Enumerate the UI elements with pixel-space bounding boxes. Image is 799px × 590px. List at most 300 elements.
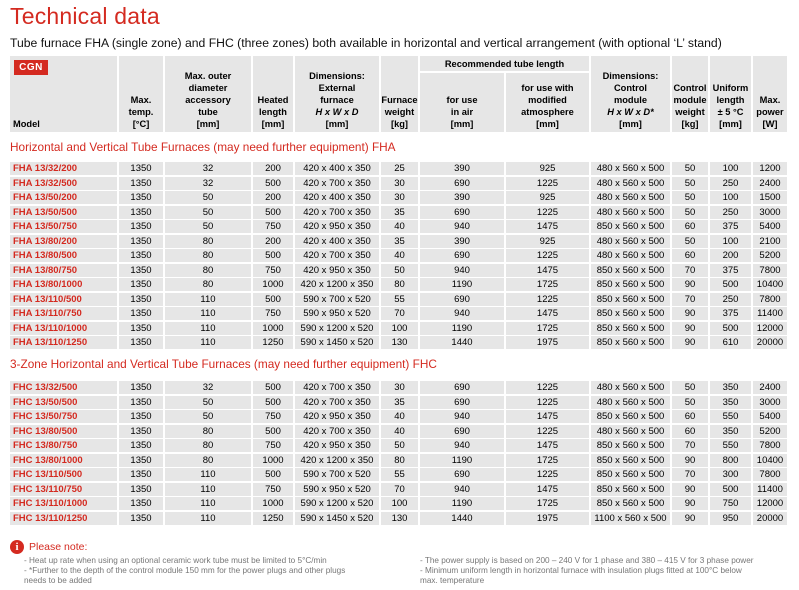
- cell-tube-length-air: 390: [420, 162, 504, 175]
- cell-external-dimensions: 420 x 950 x 350: [295, 439, 379, 452]
- cell-max-temp: 1350: [119, 206, 163, 219]
- cell-furnace-weight: 35: [381, 396, 418, 409]
- header-line: [mm]: [619, 119, 642, 129]
- header-line: Heated: [257, 95, 289, 105]
- cell-control-dimensions: 850 x 560 x 500: [591, 220, 670, 233]
- cell-heated-length: 750: [253, 410, 293, 423]
- cell-max-temp: 1350: [119, 220, 163, 233]
- notes-heading: [10, 540, 87, 554]
- cell-max-power: 7800: [753, 264, 787, 277]
- cell-heated-length: 500: [253, 425, 293, 438]
- cell-tube-length-atmosphere: 1225: [506, 206, 589, 219]
- header-line: power: [756, 107, 784, 117]
- header-external-dimensions: [295, 56, 379, 132]
- cell-heated-length: 1250: [253, 336, 293, 349]
- cell-max-temp: 1350: [119, 497, 163, 510]
- cell-external-dimensions: 590 x 950 x 520: [295, 483, 379, 496]
- note-left-2: - *Further to the depth of the control module 150 mm for the power plugs and other plugs: [24, 566, 346, 575]
- cell-model: FHA 13/80/200: [10, 235, 117, 248]
- cell-external-dimensions: 420 x 1200 x 350: [295, 278, 379, 291]
- header-uniform-length: [710, 56, 751, 132]
- cell-tube-diameter: 50: [165, 410, 251, 423]
- cell-control-weight: 50: [672, 381, 708, 394]
- cell-max-power: 10400: [753, 454, 787, 467]
- cell-uniform-length: 950: [710, 512, 751, 525]
- cell-external-dimensions: 590 x 1450 x 520: [295, 512, 379, 525]
- header-line: module: [673, 95, 707, 105]
- header-control-dimensions: [591, 56, 670, 132]
- cell-heated-length: 200: [253, 191, 293, 204]
- note-left-1: - Heat up rate when using an optional ceramic work tube must be limited to 5°C/min: [24, 556, 327, 565]
- cell-max-temp: 1350: [119, 264, 163, 277]
- cell-control-dimensions: 850 x 560 x 500: [591, 468, 670, 481]
- header-max-power: [753, 56, 787, 132]
- header-line: atmosphere: [521, 107, 574, 117]
- header-line: temp.: [128, 107, 154, 117]
- cell-furnace-weight: 70: [381, 483, 418, 496]
- header-heated-length: [253, 56, 293, 132]
- cell-tube-diameter: 50: [165, 220, 251, 233]
- header-line: Dimensions:: [309, 71, 365, 81]
- cell-model: FHA 13/110/1250: [10, 336, 117, 349]
- cell-max-temp: 1350: [119, 454, 163, 467]
- header-tube-length-atmosphere: [506, 73, 589, 132]
- table-row: [10, 439, 781, 452]
- cell-max-power: 3000: [753, 206, 787, 219]
- cell-model: FHA 13/50/750: [10, 220, 117, 233]
- cell-tube-diameter: 32: [165, 177, 251, 190]
- cell-tube-diameter: 80: [165, 425, 251, 438]
- cell-tube-length-atmosphere: 1225: [506, 177, 589, 190]
- cell-external-dimensions: 420 x 700 x 350: [295, 425, 379, 438]
- cell-tube-diameter: 32: [165, 381, 251, 394]
- cell-tube-diameter: 80: [165, 249, 251, 262]
- cell-control-dimensions: 1100 x 560 x 500: [591, 512, 670, 525]
- header-line: [kg]: [390, 119, 409, 129]
- header-line: modified: [528, 95, 567, 105]
- info-icon: i: [10, 540, 24, 554]
- cell-model: FHA 13/80/500: [10, 249, 117, 262]
- cell-max-temp: 1350: [119, 381, 163, 394]
- note-right-3: max. temperature: [420, 576, 485, 585]
- header-line: [mm]: [450, 119, 474, 129]
- table-header: [10, 56, 784, 132]
- cell-control-dimensions: 480 x 560 x 500: [591, 206, 670, 219]
- cell-control-dimensions: 850 x 560 x 500: [591, 483, 670, 496]
- header-line: Control: [673, 83, 707, 93]
- header-line: ± 5 °C: [717, 107, 744, 117]
- cell-furnace-weight: 40: [381, 249, 418, 262]
- cell-control-weight: 90: [672, 278, 708, 291]
- cell-tube-length-air: 940: [420, 439, 504, 452]
- cell-max-power: 1500: [753, 191, 787, 204]
- cell-heated-length: 500: [253, 249, 293, 262]
- cell-furnace-weight: 100: [381, 322, 418, 335]
- cell-furnace-weight: 30: [381, 191, 418, 204]
- table-row: [10, 336, 784, 349]
- header-line: Max. outer: [184, 71, 232, 81]
- cell-control-weight: 90: [672, 322, 708, 335]
- group-header-tube-length: Recommended tube length: [420, 56, 589, 71]
- cell-max-temp: 1350: [119, 293, 163, 306]
- header-line: External: [318, 83, 356, 93]
- table-row: [10, 381, 781, 394]
- cell-control-dimensions: 480 x 560 x 500: [591, 396, 670, 409]
- cell-tube-diameter: 50: [165, 206, 251, 219]
- cell-control-weight: 50: [672, 396, 708, 409]
- header-line: [mm]: [325, 119, 349, 129]
- table-row: [10, 512, 784, 525]
- header-tube-diameter: [165, 56, 251, 132]
- cell-tube-length-atmosphere: 1225: [506, 396, 589, 409]
- cell-tube-length-air: 690: [420, 468, 504, 481]
- cell-max-power: 11400: [753, 307, 787, 320]
- cell-tube-diameter: 110: [165, 483, 251, 496]
- cell-uniform-length: 100: [710, 191, 751, 204]
- cell-furnace-weight: 80: [381, 278, 418, 291]
- cell-tube-length-air: 1190: [420, 497, 504, 510]
- cell-max-power: 12000: [753, 497, 787, 510]
- header-line: H x W x D*: [607, 107, 654, 117]
- cell-heated-length: 500: [253, 396, 293, 409]
- cell-tube-length-air: 690: [420, 425, 504, 438]
- cell-model: FHC 13/110/750: [10, 483, 117, 496]
- cell-model: FHA 13/110/750: [10, 307, 117, 320]
- cell-heated-length: 1000: [253, 454, 293, 467]
- cell-tube-length-atmosphere: 1725: [506, 497, 589, 510]
- cgn-logo: CGN: [14, 60, 48, 75]
- cell-model: FHA 13/50/500: [10, 206, 117, 219]
- cell-control-dimensions: 480 x 560 x 500: [591, 425, 670, 438]
- cell-uniform-length: 550: [710, 439, 751, 452]
- cell-uniform-length: 500: [710, 278, 751, 291]
- cell-uniform-length: 250: [710, 206, 751, 219]
- table-row: [10, 468, 781, 481]
- header-line: Dimensions:: [602, 71, 659, 81]
- cell-external-dimensions: 590 x 700 x 520: [295, 293, 379, 306]
- cell-max-temp: 1350: [119, 483, 163, 496]
- cell-model: FHA 13/50/200: [10, 191, 117, 204]
- cell-max-temp: 1350: [119, 235, 163, 248]
- header-line: diameter: [188, 83, 228, 93]
- header-line: [kg]: [681, 119, 699, 129]
- header-line: [mm]: [261, 119, 285, 129]
- cell-control-weight: 90: [672, 336, 708, 349]
- cell-heated-length: 1250: [253, 512, 293, 525]
- cell-heated-length: 500: [253, 293, 293, 306]
- table-row: [10, 293, 781, 306]
- note-left-3: needs to be added: [24, 576, 92, 585]
- section-title: 3-Zone Horizontal and Vertical Tube Furnaces (may need further equipment) FHC: [10, 357, 437, 371]
- cell-furnace-weight: 40: [381, 425, 418, 438]
- cell-uniform-length: 200: [710, 249, 751, 262]
- cell-control-weight: 50: [672, 235, 708, 248]
- table-row: [10, 162, 781, 175]
- cell-tube-length-air: 1440: [420, 512, 504, 525]
- cell-control-weight: 50: [672, 162, 708, 175]
- cell-control-dimensions: 480 x 560 x 500: [591, 191, 670, 204]
- header-line: Max.: [759, 95, 781, 105]
- cell-max-power: 2400: [753, 177, 787, 190]
- cell-control-dimensions: 850 x 560 x 500: [591, 410, 670, 423]
- cell-tube-diameter: 80: [165, 264, 251, 277]
- cell-external-dimensions: 420 x 700 x 350: [295, 381, 379, 394]
- cell-uniform-length: 375: [710, 307, 751, 320]
- cell-max-power: 1200: [753, 162, 787, 175]
- header-line: length: [716, 95, 745, 105]
- cell-tube-length-air: 690: [420, 249, 504, 262]
- cell-max-power: 7800: [753, 468, 787, 481]
- table-row: [10, 235, 781, 248]
- header-line: furnace: [320, 95, 354, 105]
- cell-tube-length-air: 940: [420, 410, 504, 423]
- cell-control-dimensions: 850 x 560 x 500: [591, 278, 670, 291]
- cell-control-dimensions: 850 x 560 x 500: [591, 307, 670, 320]
- cell-furnace-weight: 50: [381, 439, 418, 452]
- cell-model: FHA 13/32/200: [10, 162, 117, 175]
- cell-tube-length-atmosphere: 1225: [506, 381, 589, 394]
- cell-control-dimensions: 850 x 560 x 500: [591, 439, 670, 452]
- table-row: [10, 249, 781, 262]
- cell-external-dimensions: 590 x 700 x 520: [295, 468, 379, 481]
- cell-tube-length-air: 690: [420, 206, 504, 219]
- cell-tube-diameter: 80: [165, 454, 251, 467]
- cell-tube-length-atmosphere: 1725: [506, 322, 589, 335]
- cell-tube-length-atmosphere: 1975: [506, 512, 589, 525]
- cell-heated-length: 200: [253, 235, 293, 248]
- header-line: module: [613, 95, 648, 105]
- cell-max-temp: 1350: [119, 512, 163, 525]
- cell-tube-diameter: 32: [165, 162, 251, 175]
- cell-furnace-weight: 50: [381, 264, 418, 277]
- cell-max-power: 20000: [753, 336, 787, 349]
- cell-furnace-weight: 35: [381, 235, 418, 248]
- cell-max-temp: 1350: [119, 322, 163, 335]
- header-line: [mm]: [196, 119, 220, 129]
- note-right-1: - The power supply is based on 200 – 240 V for 1 phase and 380 – 415 V for 3 phase power: [420, 556, 754, 565]
- header-line: [W]: [762, 119, 778, 129]
- cell-control-weight: 60: [672, 425, 708, 438]
- cell-external-dimensions: 420 x 950 x 350: [295, 410, 379, 423]
- header-line: Max.: [130, 95, 152, 105]
- cell-uniform-length: 500: [710, 322, 751, 335]
- cell-tube-length-air: 1190: [420, 278, 504, 291]
- cell-model: FHC 13/50/500: [10, 396, 117, 409]
- cell-tube-length-air: 390: [420, 191, 504, 204]
- cell-external-dimensions: 420 x 400 x 350: [295, 235, 379, 248]
- cell-control-weight: 70: [672, 264, 708, 277]
- cell-uniform-length: 100: [710, 162, 751, 175]
- cell-external-dimensions: 420 x 950 x 350: [295, 220, 379, 233]
- cell-model: FHC 13/50/750: [10, 410, 117, 423]
- cell-uniform-length: 750: [710, 497, 751, 510]
- note-right-2: - Minimum uniform length in horizontal furnace with insulation plugs fitted at 100°C below: [420, 566, 742, 575]
- cell-max-temp: 1350: [119, 162, 163, 175]
- cell-furnace-weight: 55: [381, 293, 418, 306]
- cell-tube-length-air: 690: [420, 396, 504, 409]
- header-line: for use: [446, 95, 478, 105]
- cell-tube-length-air: 940: [420, 264, 504, 277]
- cell-uniform-length: 350: [710, 396, 751, 409]
- cell-max-temp: 1350: [119, 278, 163, 291]
- cell-tube-diameter: 50: [165, 396, 251, 409]
- cell-max-power: 10400: [753, 278, 787, 291]
- cell-tube-length-atmosphere: 1725: [506, 454, 589, 467]
- cell-uniform-length: 375: [710, 220, 751, 233]
- cell-external-dimensions: 590 x 1450 x 520: [295, 336, 379, 349]
- header-line: weight: [675, 107, 705, 117]
- header-line: Uniform: [712, 83, 749, 93]
- cell-max-power: 5200: [753, 249, 787, 262]
- cell-tube-diameter: 110: [165, 468, 251, 481]
- cell-furnace-weight: 130: [381, 336, 418, 349]
- cell-model: FHC 13/80/500: [10, 425, 117, 438]
- header-line: H x W x D: [315, 107, 359, 117]
- cell-tube-length-atmosphere: 1475: [506, 220, 589, 233]
- table-row: [10, 425, 781, 438]
- cell-max-temp: 1350: [119, 177, 163, 190]
- table-row: [10, 483, 783, 496]
- cell-max-power: 2400: [753, 381, 787, 394]
- cell-external-dimensions: 420 x 1200 x 350: [295, 454, 379, 467]
- header-line: [mm]: [719, 119, 742, 129]
- cell-max-power: 7800: [753, 293, 787, 306]
- cell-tube-length-atmosphere: 925: [506, 235, 589, 248]
- cell-tube-diameter: 110: [165, 512, 251, 525]
- table-row: [10, 177, 781, 190]
- cell-furnace-weight: 130: [381, 512, 418, 525]
- cell-control-dimensions: 850 x 560 x 500: [591, 322, 670, 335]
- cell-model: FHC 13/110/1250: [10, 512, 117, 525]
- cell-uniform-length: 500: [710, 483, 751, 496]
- header-line: [°C]: [132, 119, 150, 129]
- cell-max-power: 5400: [753, 410, 787, 423]
- cell-model: FHC 13/80/1000: [10, 454, 117, 467]
- cell-heated-length: 200: [253, 162, 293, 175]
- cell-furnace-weight: 35: [381, 206, 418, 219]
- page-title: Technical data: [10, 3, 160, 29]
- cell-max-power: 5200: [753, 425, 787, 438]
- cell-heated-length: 750: [253, 307, 293, 320]
- cell-model: FHA 13/32/500: [10, 177, 117, 190]
- cell-furnace-weight: 30: [381, 381, 418, 394]
- cell-tube-length-atmosphere: 1475: [506, 439, 589, 452]
- table-row: [10, 220, 781, 233]
- table-row: [10, 396, 781, 409]
- cell-tube-length-air: 1190: [420, 322, 504, 335]
- cell-heated-length: 500: [253, 177, 293, 190]
- cell-max-power: 3000: [753, 396, 787, 409]
- table-row: [10, 307, 783, 320]
- cell-tube-length-atmosphere: 1225: [506, 468, 589, 481]
- cell-tube-length-atmosphere: 925: [506, 162, 589, 175]
- cell-tube-length-atmosphere: 1475: [506, 483, 589, 496]
- cell-external-dimensions: 590 x 1200 x 520: [295, 322, 379, 335]
- cell-external-dimensions: 420 x 700 x 350: [295, 177, 379, 190]
- cell-uniform-length: 250: [710, 293, 751, 306]
- header-line: tube: [198, 107, 218, 117]
- table-row: [10, 206, 781, 219]
- cell-max-power: 11400: [753, 483, 787, 496]
- cell-heated-length: 500: [253, 468, 293, 481]
- cell-furnace-weight: 40: [381, 410, 418, 423]
- cell-control-weight: 90: [672, 483, 708, 496]
- cell-heated-length: 1000: [253, 322, 293, 335]
- header-line: weight: [384, 107, 415, 117]
- cell-control-dimensions: 850 x 560 x 500: [591, 497, 670, 510]
- cell-uniform-length: 250: [710, 177, 751, 190]
- header-line: Model: [13, 119, 40, 129]
- cell-control-weight: 90: [672, 454, 708, 467]
- cell-control-weight: 60: [672, 220, 708, 233]
- cell-tube-length-atmosphere: 1475: [506, 307, 589, 320]
- cell-external-dimensions: 590 x 950 x 520: [295, 307, 379, 320]
- header-line: for use with: [521, 83, 574, 93]
- cell-model: FHA 13/110/500: [10, 293, 117, 306]
- cell-uniform-length: 375: [710, 264, 751, 277]
- cell-max-temp: 1350: [119, 336, 163, 349]
- cell-control-weight: 60: [672, 249, 708, 262]
- cell-tube-diameter: 80: [165, 439, 251, 452]
- cell-tube-length-atmosphere: 1225: [506, 293, 589, 306]
- cell-control-weight: 50: [672, 191, 708, 204]
- cell-external-dimensions: 420 x 400 x 350: [295, 162, 379, 175]
- cell-max-power: 5400: [753, 220, 787, 233]
- cell-tube-length-atmosphere: 1475: [506, 264, 589, 277]
- cell-max-power: 2100: [753, 235, 787, 248]
- table-row: [10, 322, 784, 335]
- table-row: [10, 410, 781, 423]
- cell-uniform-length: 350: [710, 425, 751, 438]
- cell-heated-length: 500: [253, 381, 293, 394]
- cell-max-temp: 1350: [119, 249, 163, 262]
- cell-control-weight: 90: [672, 512, 708, 525]
- cell-heated-length: 750: [253, 483, 293, 496]
- cell-uniform-length: 300: [710, 468, 751, 481]
- cell-control-dimensions: 480 x 560 x 500: [591, 162, 670, 175]
- cell-tube-length-air: 940: [420, 307, 504, 320]
- cell-tube-length-atmosphere: 1225: [506, 425, 589, 438]
- cell-tube-length-atmosphere: 1475: [506, 410, 589, 423]
- header-control-weight: [672, 56, 708, 132]
- cell-heated-length: 750: [253, 264, 293, 277]
- section-title: Horizontal and Vertical Tube Furnaces (may need further equipment) FHA: [10, 140, 396, 154]
- cell-control-weight: 90: [672, 307, 708, 320]
- cell-max-temp: 1350: [119, 410, 163, 423]
- cell-model: FHC 13/80/750: [10, 439, 117, 452]
- cell-model: FHA 13/80/750: [10, 264, 117, 277]
- cell-tube-length-atmosphere: 1225: [506, 249, 589, 262]
- cell-model: FHA 13/80/1000: [10, 278, 117, 291]
- cell-uniform-length: 100: [710, 235, 751, 248]
- cell-tube-diameter: 110: [165, 322, 251, 335]
- cell-tube-diameter: 50: [165, 191, 251, 204]
- cell-control-dimensions: 480 x 560 x 500: [591, 381, 670, 394]
- header-furnace-weight: [381, 56, 418, 132]
- table-row: [10, 497, 784, 510]
- cell-tube-diameter: 80: [165, 278, 251, 291]
- cell-uniform-length: 550: [710, 410, 751, 423]
- cell-tube-diameter: 110: [165, 293, 251, 306]
- cell-max-temp: 1350: [119, 468, 163, 481]
- cell-tube-length-air: 940: [420, 220, 504, 233]
- table-row: [10, 264, 781, 277]
- header-line: accessory: [185, 95, 231, 105]
- cell-tube-length-atmosphere: 925: [506, 191, 589, 204]
- cell-furnace-weight: 80: [381, 454, 418, 467]
- cell-control-weight: 70: [672, 293, 708, 306]
- cell-tube-length-air: 1440: [420, 336, 504, 349]
